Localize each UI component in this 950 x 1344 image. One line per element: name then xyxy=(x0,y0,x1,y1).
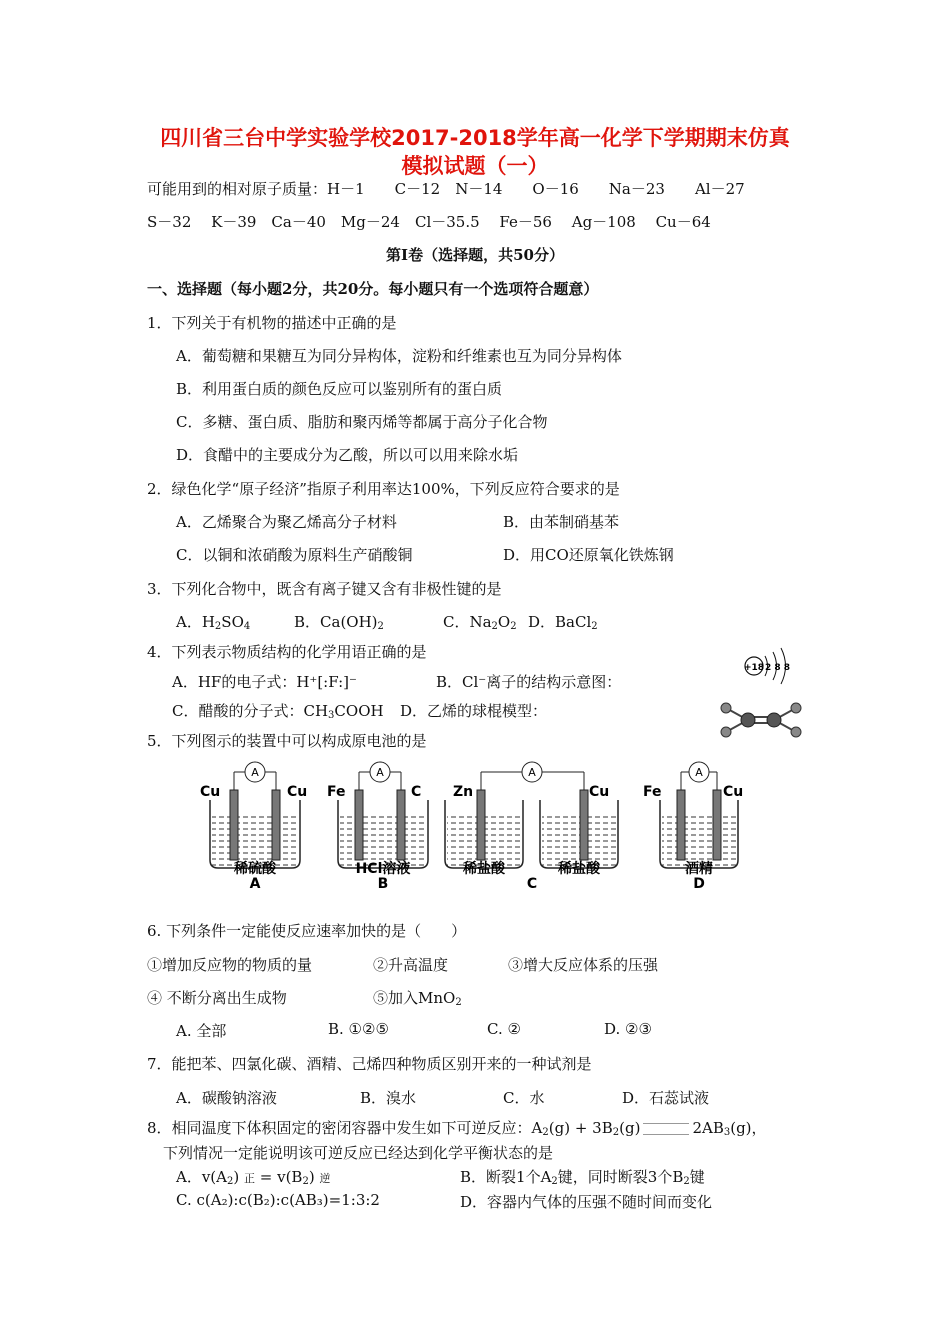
galvanic-cell-diagrams xyxy=(195,760,755,895)
q2-stem: 2．绿色化学“原子经济”指原子利用率达100%，下列反应符合要求的是 xyxy=(147,480,620,498)
q7-stem: 7．能把苯、四氯化碳、酒精、己烯四种物质区别开来的一种试剂是 xyxy=(147,1055,592,1073)
q4-option-d: D．乙烯的球棍模型： xyxy=(400,702,548,720)
q6-option-a: A. 全部 xyxy=(176,1022,227,1040)
q8-option-a: A．$v(A_2)$ 正 = $v(B_2)$ 逆 xyxy=(176,1168,331,1187)
q7-option-a: A．碳酸钠溶液 xyxy=(176,1089,277,1107)
q6-condition-2: ②升高温度 xyxy=(373,956,449,974)
q8-option-c: C. c(A₂):c(B₂):c(AB₃)=1:3:2 xyxy=(176,1191,380,1209)
q6-condition-3: ③增大反应体系的压强 xyxy=(508,956,659,974)
cl-ion-structure-diagram xyxy=(742,646,802,692)
q1-stem: 1．下列关于有机物的描述中正确的是 xyxy=(147,314,397,332)
cell-a xyxy=(200,762,307,892)
svg-text:Zn: Zn xyxy=(453,784,474,800)
cell-d xyxy=(643,762,743,892)
q8-option-b: B．断裂1个$A_2$键，同时断裂3个$B_2$键 xyxy=(460,1168,705,1187)
svg-text:Cu: Cu xyxy=(200,784,221,800)
q4-option-b: B．Cl⁻离子的结构示意图： xyxy=(436,673,622,691)
cell-b xyxy=(327,762,428,892)
ethylene-ball-stick-model xyxy=(716,700,806,740)
atomic-masses-line-1: 可能用到的相对原子质量：H－1 C－12 N－14 O－16 Na－23 Al－27 xyxy=(147,180,745,198)
svg-text:HCl溶液: HCl溶液 xyxy=(355,861,411,877)
q3-option-d: D．BaCl$_2$ xyxy=(528,613,598,632)
section1-title: 一、选择题（每小题2分，共20分。每小题只有一个选项符合题意） xyxy=(147,280,599,298)
svg-text:A: A xyxy=(695,766,703,779)
svg-text:酒精: 酒精 xyxy=(685,861,713,877)
hf-electron-formula: H⁺[:F:]⁻ xyxy=(296,673,357,691)
q7-option-d: D．石蕊试液 xyxy=(622,1089,710,1107)
svg-text:稀盐酸: 稀盐酸 xyxy=(463,861,505,877)
svg-text:A: A xyxy=(249,876,261,892)
cell-c xyxy=(445,762,618,892)
q3-stem: 3．下列化合物中，既含有离子键又含有非极性键的是 xyxy=(147,580,502,598)
atomic-masses-line-2: S－32 K－39 Ca－40 Mg－24 Cl－35.5 Fe－56 Ag－108 Cu－64 xyxy=(147,213,711,231)
svg-text:C: C xyxy=(526,876,538,892)
q4-option-c: C．醋酸的分子式：$CH_3COOH$ xyxy=(172,702,384,721)
svg-text:Fe: Fe xyxy=(327,784,346,800)
svg-text:Fe: Fe xyxy=(643,784,662,800)
q4-stem: 4．下列表示物质结构的化学用语正确的是 xyxy=(147,643,427,661)
q3-option-b: B．$Ca(OH)_2$ xyxy=(294,613,384,632)
q6-condition-4: ④ 不断分离出生成物 xyxy=(147,989,287,1007)
svg-text:C: C xyxy=(411,784,422,800)
reversible-arrow-icon xyxy=(643,1123,689,1135)
q8-line-2: 下列情况一定能说明该可逆反应已经达到化学平衡状态的是 xyxy=(163,1144,554,1162)
svg-text:稀硫酸: 稀硫酸 xyxy=(234,861,276,877)
q1-option-c: C．多糖、蛋白质、脂肪和聚丙烯等都属于高分子化合物 xyxy=(176,413,548,431)
q4-option-a: A．HF的电子式：H⁺[:F:]⁻ xyxy=(172,673,357,691)
svg-text:D: D xyxy=(693,876,705,892)
part1-title: 第Ⅰ卷（选择题，共50分） xyxy=(386,246,564,264)
q2-option-b: B．由苯制硝基苯 xyxy=(503,513,620,531)
q7-option-b: B．溴水 xyxy=(360,1089,417,1107)
q5-stem: 5．下列图示的装置中可以构成原电池的是 xyxy=(147,732,427,750)
q8-stem: 8．相同温度下体积固定的密闭容器中发生如下可逆反应：$A_2(g) + 3B_2(g)$ $2AB_3(g)$， xyxy=(147,1119,767,1138)
title-line-1: 四川省三台中学实验学校2017-2018学年高一化学下学期期末仿真 xyxy=(160,126,790,150)
q1-option-a: A．葡萄糖和果糖互为同分异构体，淀粉和纤维素也互为同分异构体 xyxy=(176,347,622,365)
q3-option-c: C．$Na_2O_2$ xyxy=(443,613,517,632)
q6-option-c: C. ② xyxy=(487,1020,521,1038)
cl-nucleus-label: +18 xyxy=(743,663,765,673)
svg-text:A: A xyxy=(528,766,536,779)
svg-text:A: A xyxy=(251,766,259,779)
svg-text:Cu: Cu xyxy=(589,784,610,800)
q8-option-d: D．容器内气体的压强不随时间而变化 xyxy=(460,1193,713,1211)
cl-shells-label: 2 8 8 xyxy=(765,663,791,673)
svg-text:B: B xyxy=(377,876,389,892)
svg-text:稀盐酸: 稀盐酸 xyxy=(558,861,600,877)
q6-option-d: D. ②③ xyxy=(604,1020,652,1038)
q1-option-d: D．食醋中的主要成分为乙酸，所以可以用来除水垢 xyxy=(176,446,519,464)
q2-option-a: A．乙烯聚合为聚乙烯高分子材料 xyxy=(176,513,397,531)
q6-stem: 6. 下列条件一定能使反应速率加快的是（ ） xyxy=(147,922,467,940)
q6-condition-1: ①增加反应物的物质的量 xyxy=(147,956,313,974)
title-line-2: 模拟试题（一） xyxy=(401,154,549,178)
q1-option-b: B．利用蛋白质的颜色反应可以鉴别所有的蛋白质 xyxy=(176,380,503,398)
q6-option-b: B. ①②⑤ xyxy=(328,1020,389,1038)
q2-option-c: C．以铜和浓硝酸为原料生产硝酸铜 xyxy=(176,546,413,564)
q2-option-d: D．用CO还原氧化铁炼钢 xyxy=(503,546,674,564)
q6-condition-5: ⑤加入MnO$_2$ xyxy=(373,989,462,1008)
q3-option-a: A．$H_2SO_4$ xyxy=(176,613,251,632)
svg-text:Cu: Cu xyxy=(723,784,744,800)
svg-text:A: A xyxy=(376,766,384,779)
q7-option-c: C．水 xyxy=(503,1089,545,1107)
svg-text:Cu: Cu xyxy=(287,784,308,800)
